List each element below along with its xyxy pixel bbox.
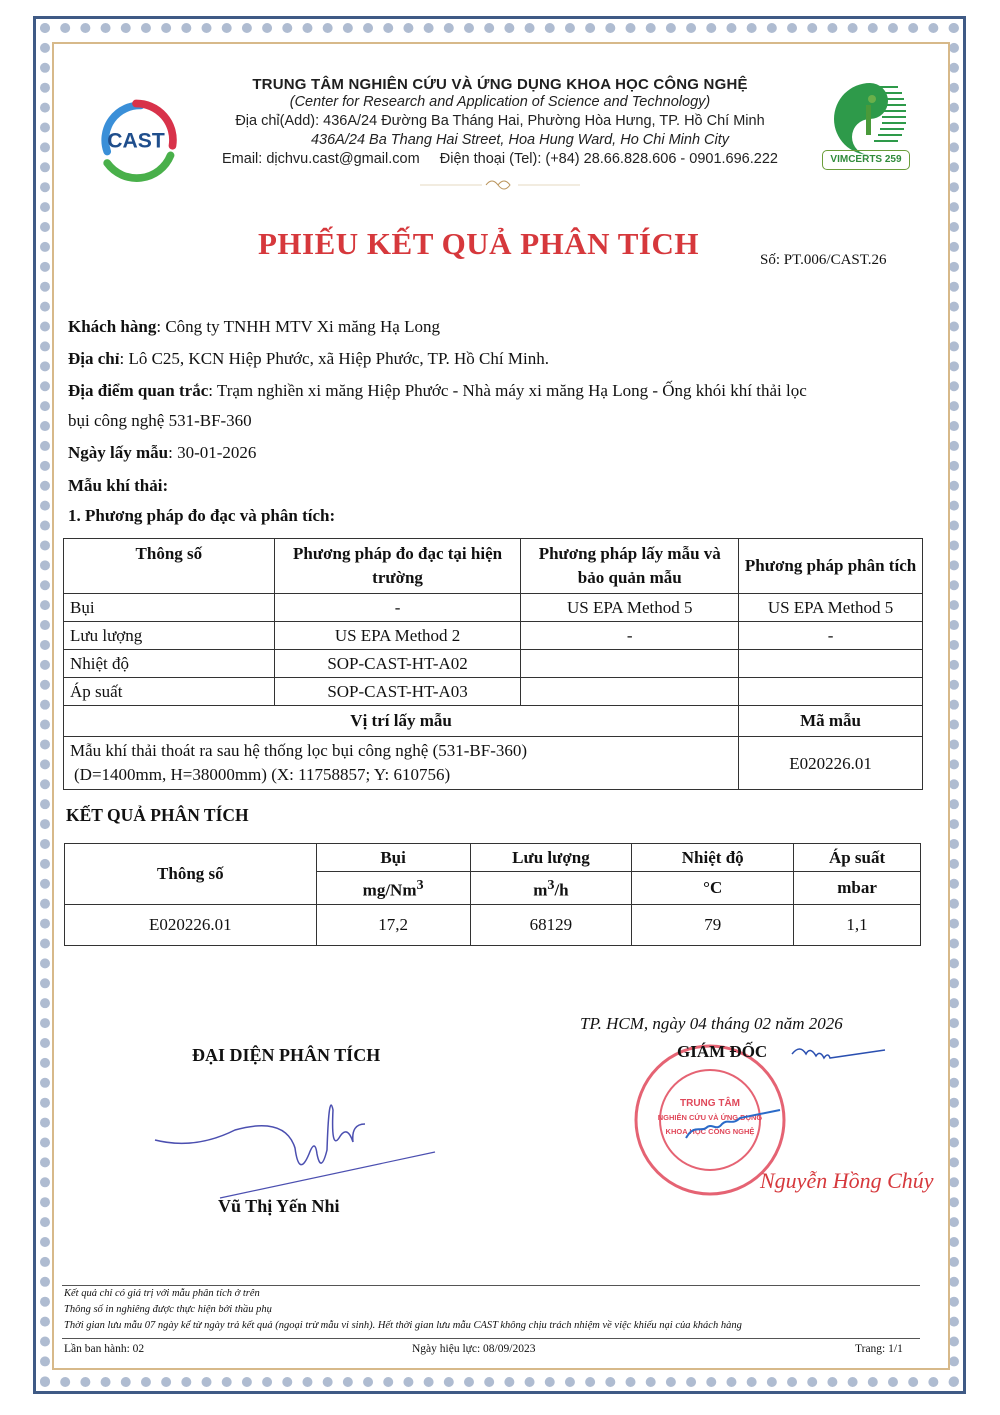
result-col-unit: mg/Nm$^3$ (316, 872, 470, 905)
vimcerts-badge: VIMCERTS 259 (822, 150, 910, 170)
footer-note: Thời gian lưu mẫu 07 ngày kể từ ngày trả kết quả (ngoại trừ mẫu vi sinh). Hết thời gian lưu mẫu CAST không chịu trách nhiệm về việc khiếu nại của khách hàng (64, 1320, 742, 1331)
sign-date: TP. HCM, ngày 04 tháng 02 năm 2026 (580, 1014, 843, 1033)
cast-logo-text: CAST (107, 129, 165, 153)
table-cell: - (739, 622, 923, 650)
result-value: 17,2 (316, 904, 470, 945)
location-text: Mẫu khí thải thoát ra sau hệ thống lọc bụi công nghệ (531-BF-360) (70, 741, 528, 760)
table-cell: Bụi (64, 594, 275, 622)
location-line (68, 380, 948, 402)
table-row (64, 594, 923, 622)
result-col-unit: mbar (794, 872, 921, 905)
svg-text:KHOA HỌC CÔNG NGHỆ: KHOA HỌC CÔNG NGHỆ (665, 1127, 755, 1136)
table-row (64, 678, 923, 706)
result-col-unit: °C (632, 872, 794, 905)
table-cell (521, 678, 739, 706)
table-cell: - (274, 594, 521, 622)
document-number: Số: PT.006/CAST.26 (760, 252, 887, 268)
address-value: : Lô C25, KCN Hiệp Phước, xã Hiệp Phước, TP. Hồ Chí Minh. (119, 349, 549, 368)
methods-header: Phương pháp lấy mẫu và bảo quản mẫu (521, 539, 739, 594)
divider-ornament (420, 178, 580, 192)
section1-title: 1. Phương pháp đo đạc và phân tích: (68, 506, 336, 525)
table-row (64, 650, 923, 678)
table-cell (521, 650, 739, 678)
result-col-name: Bụi (316, 844, 470, 872)
table-cell: SOP-CAST-HT-A02 (274, 650, 521, 678)
sample-date-line (68, 442, 256, 464)
location-row (64, 737, 923, 790)
footer-note: Kết quả chỉ có giá trị với mẫu phân tích ở trên (64, 1288, 260, 1299)
table-cell: Nhiệt độ (64, 650, 275, 678)
table-cell: Áp suất (64, 678, 275, 706)
director-initial-signature (790, 1040, 890, 1064)
document-title: PHIẾU KẾT QUẢ PHÂN TÍCH (258, 226, 699, 261)
contact-line: Email: dịchvu.cast@gmail.com Điện thoại (Tel): (+84) 28.66.828.606 - 0901.696.222 (222, 151, 778, 167)
director-name: Nguyễn Hồng Chúy (760, 1168, 934, 1193)
sample-type-label: Mẫu khí thải: (68, 476, 169, 495)
table-cell: Lưu lượng (64, 622, 275, 650)
cast-logo (88, 92, 184, 188)
table-cell: US EPA Method 5 (521, 594, 739, 622)
address-en: 436A/24 Ba Thang Hai Street, Hoa Hung Ward, Ho Chi Minh City (310, 132, 730, 148)
footer-divider (62, 1285, 920, 1286)
table-row (64, 622, 923, 650)
footer-note: Thông số in nghiêng được thực hiện bởi thầu phụ (64, 1304, 272, 1315)
customer-line (68, 316, 440, 338)
location-line-cont: bụi công nghệ 531-BF-360 (68, 411, 252, 430)
letterhead (190, 76, 810, 169)
table-cell (739, 650, 923, 678)
result-value: 1,1 (794, 904, 921, 945)
location-coords: (D=1400mm, H=38000mm) (X: 11758857; Y: 610756) (74, 765, 451, 784)
methods-header-row (64, 539, 923, 594)
issue-number: Lần ban hành: 02 (64, 1343, 145, 1355)
results-table (64, 843, 921, 946)
location-cell (64, 737, 739, 790)
result-col-name: Nhiệt độ (632, 844, 794, 872)
address-label: Địa chỉ (68, 349, 120, 368)
customer-label: Khách hàng (68, 317, 157, 336)
address-vi: Địa chỉ(Add): 436A/24 Đường Ba Tháng Hai, Phường Hòa Hưng, TP. Hồ Chí Minh (235, 113, 765, 129)
org-name-vi: TRUNG TÂM NGHIÊN CỨU VÀ ỨNG DỤNG KHOA HỌC CÔNG NGHỆ (252, 76, 748, 93)
result-value: 79 (632, 904, 794, 945)
methods-table (63, 538, 923, 790)
methods-header: Thông số (64, 539, 275, 594)
svg-text:TRUNG TÂM: TRUNG TÂM (680, 1098, 740, 1109)
methods-header: Phương pháp đo đạc tại hiện trường (274, 539, 521, 594)
table-cell (739, 678, 923, 706)
result-sample-code: E020226.01 (65, 904, 317, 945)
effective-date: Ngày hiệu lực: 08/09/2023 (412, 1343, 536, 1355)
sample-date-value: : 30-01-2026 (168, 443, 257, 462)
analyst-name: Vũ Thị Yến Nhi (218, 1196, 340, 1216)
location-header: Vị trí lấy mẫu (64, 706, 739, 737)
footer-divider (62, 1338, 920, 1339)
methods-header: Phương pháp phân tích (739, 539, 923, 594)
location-label: Địa điểm quan trắc (68, 381, 209, 400)
result-value: 68129 (470, 904, 632, 945)
table-cell: US EPA Method 2 (274, 622, 521, 650)
address-line (68, 348, 549, 370)
table-cell: - (521, 622, 739, 650)
result-col-name: Áp suất (794, 844, 921, 872)
results-title: KẾT QUẢ PHÂN TÍCH (66, 805, 249, 825)
analyst-title: ĐẠI DIỆN PHÂN TÍCH (192, 1045, 381, 1065)
analyst-signature (150, 1080, 440, 1200)
svg-text:NGHIÊN CỨU VÀ ỨNG DỤNG: NGHIÊN CỨU VÀ ỨNG DỤNG (657, 1113, 763, 1122)
result-col-name: Lưu lượng (470, 844, 632, 872)
director-title: GIÁM ĐỐC (677, 1042, 768, 1061)
results-header-row (65, 844, 921, 872)
location-value: : Trạm nghiền xi măng Hiệp Phước - Nhà máy xi măng Hạ Long - Ống khói khí thải lọc (208, 381, 807, 400)
result-col-unit: $m^3/h$ (470, 872, 632, 905)
table-row (65, 904, 921, 945)
table-cell: US EPA Method 5 (739, 594, 923, 622)
param-header: Thông số (65, 844, 317, 905)
sample-code-header: Mã mẫu (739, 706, 923, 737)
sample-date-label: Ngày lấy mẫu (68, 443, 169, 462)
sample-code-cell: E020226.01 (739, 737, 923, 790)
table-cell: SOP-CAST-HT-A03 (274, 678, 521, 706)
page-number: Trang: 1/1 (855, 1343, 903, 1355)
location-header-row (64, 706, 923, 737)
org-name-en: (Center for Research and Application of Science and Technology) (289, 94, 711, 110)
customer-value: : Công ty TNHH MTV Xi măng Hạ Long (156, 317, 440, 336)
